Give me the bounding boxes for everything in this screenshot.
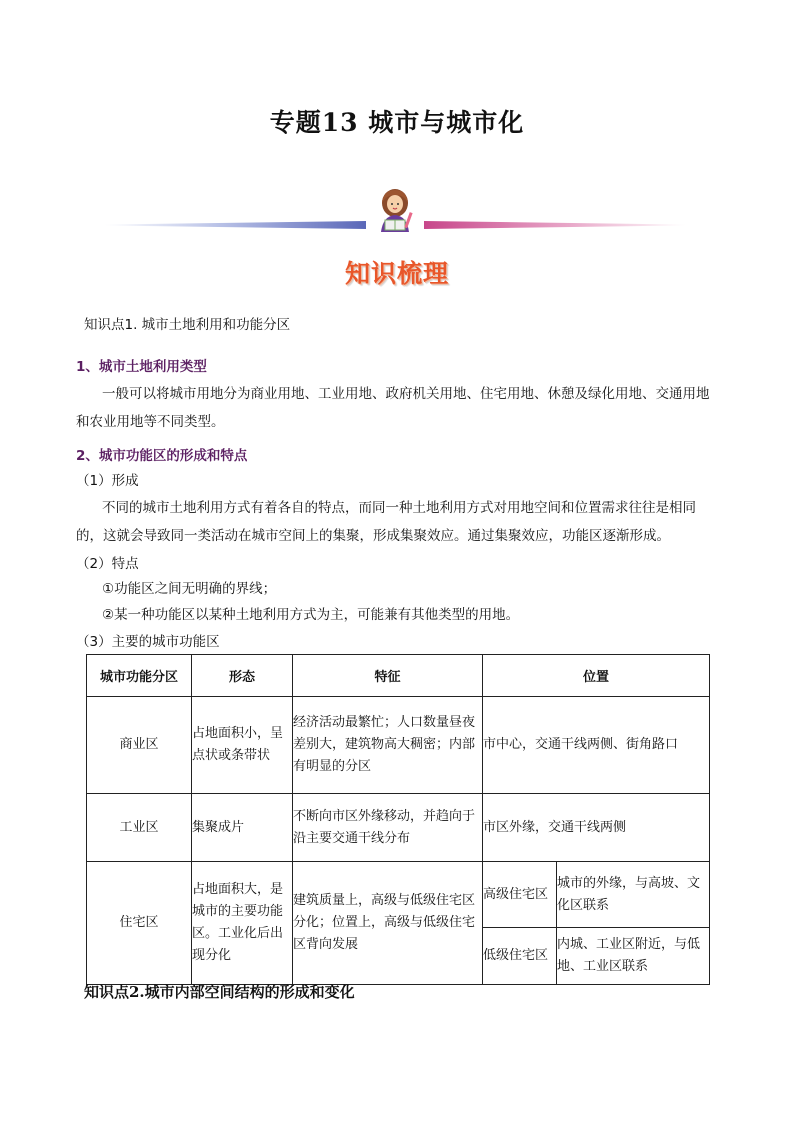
cell-zone-name: 商业区 bbox=[87, 697, 192, 794]
cell-high-location: 城市的外缘，与高坡、文化区联系 bbox=[557, 862, 710, 928]
knowledge-point-1: 知识点1. 城市土地利用和功能分区 bbox=[84, 317, 291, 333]
functional-zones-table bbox=[86, 654, 710, 985]
cell-high-residential: 高级住宅区 bbox=[483, 862, 557, 928]
cell-location: 市中心，交通干线两侧、街角路口 bbox=[483, 697, 710, 794]
table-row-commercial bbox=[87, 697, 710, 794]
reading-girl-icon bbox=[371, 186, 419, 234]
land-use-types-body: 一般可以将城市用地分为商业用地、工业用地、政府机关用地、住宅用地、休憩及绿化用地、交通用地和农业用地等不同类型。 bbox=[76, 386, 710, 430]
cell-zone-name: 工业区 bbox=[87, 794, 192, 862]
header-form: 形态 bbox=[192, 655, 293, 697]
cell-form: 占地面积小，呈点状或条带状 bbox=[192, 697, 293, 794]
subheading-functional-zones: 2、城市功能区的形成和特点 bbox=[76, 448, 248, 464]
banner-left-bar bbox=[104, 221, 366, 229]
cell-feature: 不断向市区外缘移动，并趋向于沿主要交通干线分布 bbox=[293, 794, 483, 862]
characteristic-item-2: ②某一种功能区以某种土地利用方式为主，可能兼有其他类型的用地。 bbox=[102, 607, 520, 623]
cell-form: 集聚成片 bbox=[192, 794, 293, 862]
table-row-residential bbox=[87, 862, 710, 928]
cell-feature: 经济活动最繁忙；人口数量昼夜差别大，建筑物高大稠密；内部有明显的分区 bbox=[293, 697, 483, 794]
formation-label: （1）形成 bbox=[76, 473, 139, 489]
document-title: 专题13 城市与城市化 bbox=[269, 108, 525, 137]
main-zones-label: （3）主要的城市功能区 bbox=[76, 634, 220, 650]
characteristic-item-1: ①功能区之间无明确的界线； bbox=[102, 581, 277, 597]
banner-right-bar bbox=[424, 221, 686, 229]
cell-feature: 建筑质量上，高级与低级住宅区分化；位置上，高级与低级住宅区背向发展 bbox=[293, 862, 483, 985]
cell-location: 市区外缘，交通干线两侧 bbox=[483, 794, 710, 862]
cell-low-location: 内城、工业区附近，与低地、工业区联系 bbox=[557, 928, 710, 985]
characteristics-label: （2）特点 bbox=[76, 556, 139, 572]
table-row-industrial bbox=[87, 794, 710, 862]
section-heading: 知识梳理 bbox=[344, 259, 449, 288]
cell-low-residential: 低级住宅区 bbox=[483, 928, 557, 985]
knowledge-point-2: 知识点2.城市内部空间结构的形成和变化 bbox=[84, 983, 355, 1001]
decorative-banner bbox=[104, 186, 686, 236]
cell-zone-name: 住宅区 bbox=[87, 862, 192, 985]
table-header-row bbox=[87, 655, 710, 697]
cell-form: 占地面积大，是城市的主要功能区。工业化后出现分化 bbox=[192, 862, 293, 985]
header-location: 位置 bbox=[483, 655, 710, 697]
formation-body: 不同的城市土地利用方式有着各自的特点，而同一种土地利用方式对用地空间和位置需求往往是相同的，这就会导致同一类活动在城市空间上的集聚，形成集聚效应。通过集聚效应，功能区逐渐形成。 bbox=[76, 500, 696, 544]
header-feature: 特征 bbox=[293, 655, 483, 697]
header-zone: 城市功能分区 bbox=[87, 655, 192, 697]
subheading-land-use-types: 1、城市土地利用类型 bbox=[76, 359, 207, 375]
